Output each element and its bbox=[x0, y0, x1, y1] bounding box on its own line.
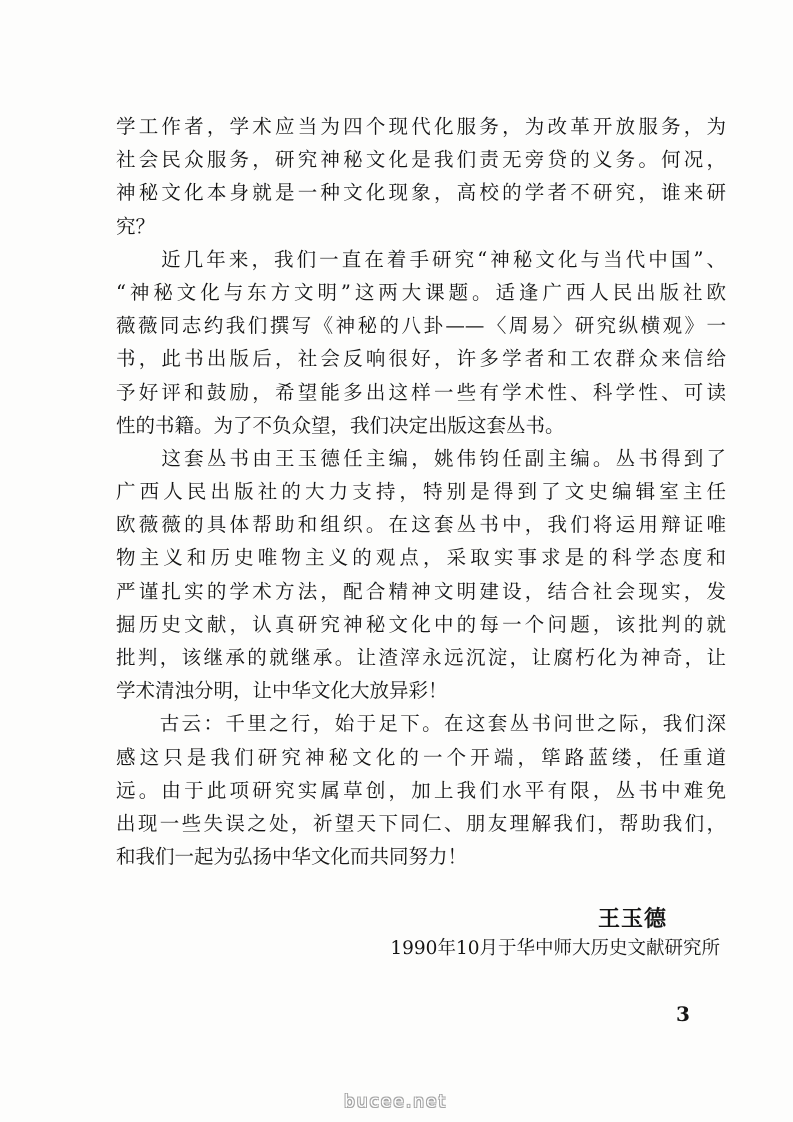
text-line: 予好评和鼓励，希望能多出这样一些有学术性、科学性、可读 bbox=[116, 380, 726, 404]
text-line: 严谨扎实的学术方法，配合精神文明建设，结合社会现实，发 bbox=[116, 579, 726, 603]
preface-body bbox=[116, 110, 726, 873]
text-line: 社会民众服务，研究神秘文化是我们责无旁贷的义务。何况， bbox=[116, 148, 726, 172]
text-line: 出现一些失误之处，祈望天下同仁、朋友理解我们，帮助我们， bbox=[116, 811, 726, 835]
text-line: 近几年来，我们一直在着手研究“神秘文化与当代中国”、 bbox=[116, 247, 726, 271]
text-line: 究？ bbox=[116, 214, 156, 238]
page-number: 3 bbox=[676, 1002, 690, 1026]
text-line: 薇薇同志约我们撰写《神秘的八卦——〈周易〉研究纵横观》一 bbox=[116, 314, 726, 338]
watermark: bucee.net bbox=[344, 1092, 448, 1112]
text-line: 神秘文化本身就是一种文化现象，高校的学者不研究，谁来研 bbox=[116, 181, 726, 205]
text-line: 古云：千里之行，始于足下。在这套丛书问世之际，我们深 bbox=[116, 712, 726, 736]
text-line: 这套丛书由王玉德任主编，姚伟钧任副主编。丛书得到了 bbox=[116, 446, 726, 470]
text-line: 广西人民出版社的大力支持，特别是得到了文史编辑室主任 bbox=[116, 480, 726, 504]
text-line: 物主义和历史唯物主义的观点，采取实事求是的科学态度和 bbox=[116, 546, 726, 570]
text-line: 感这只是我们研究神秘文化的一个开端，筚路蓝缕，任重道 bbox=[116, 745, 726, 769]
text-line: 学术清浊分明，让中华文化大放异彩！ bbox=[116, 679, 448, 703]
text-line: 批判，该继承的就继承。让渣滓永远沉淀，让腐朽化为神奇，让 bbox=[116, 646, 726, 669]
author-signature: 王玉德 bbox=[598, 907, 668, 932]
text-line: 欧薇薇的具体帮助和组织。在这套丛书中，我们将运用辩证唯 bbox=[116, 513, 726, 537]
text-line: 学工作者，学术应当为四个现代化服务，为改革开放服务，为 bbox=[116, 115, 726, 138]
text-line: 远。由于此项研究实属草创，加上我们水平有限，丛书中难免 bbox=[116, 778, 726, 802]
text-line: 掘历史文献，认真研究神秘文化中的每一个问题，该批判的就 bbox=[116, 612, 726, 636]
text-line: “神秘文化与东方文明”这两大课题。适逢广西人民出版社欧 bbox=[116, 280, 726, 304]
text-line: 书，此书出版后，社会反响很好，许多学者和工农群众来信给 bbox=[116, 347, 726, 371]
text-line: 和我们一起为弘扬中华文化而共同努力！ bbox=[116, 845, 468, 869]
date-place-line: 1990年10月于华中师大历史文献研究所 bbox=[390, 938, 720, 959]
text-line: 性的书籍。为了不负众望，我们决定出版这套丛书。 bbox=[116, 413, 565, 437]
